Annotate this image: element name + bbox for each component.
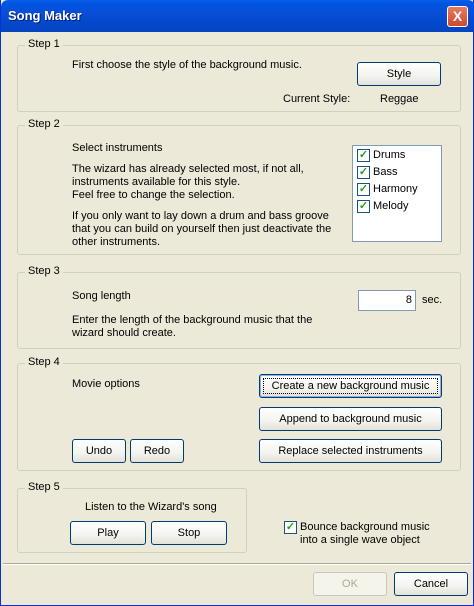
step3-group xyxy=(17,265,461,349)
drums-checkbox[interactable]: ✓ xyxy=(358,149,369,161)
current-style-label: Current Style: xyxy=(283,93,351,105)
step2-text-line: that you can build on yourself then just deactivate the xyxy=(72,223,332,235)
step2-text-line: other instruments. xyxy=(72,236,161,248)
movie-options-title: Movie options xyxy=(72,378,140,390)
harmony-label: Harmony xyxy=(373,183,418,195)
title-bar xyxy=(1,0,474,32)
step2-text-line: Feel free to change the selection. xyxy=(72,189,235,201)
instrument-item-bass[interactable] xyxy=(357,165,439,181)
bounce-option[interactable] xyxy=(284,521,464,551)
step2-legend: Step 2 xyxy=(25,118,63,130)
instrument-item-drums[interactable] xyxy=(357,148,439,164)
play-button[interactable]: Play xyxy=(70,521,146,545)
append-background-music-button[interactable]: Append to background music xyxy=(259,407,442,431)
select-instruments-title: Select instruments xyxy=(72,142,163,154)
melody-checkbox[interactable]: ✓ xyxy=(358,200,369,212)
drums-label: Drums xyxy=(373,149,406,161)
replace-instruments-button[interactable]: Replace selected instruments xyxy=(259,439,442,463)
undo-button[interactable]: Undo xyxy=(72,439,126,463)
step2-text-line: The wizard has already selected most, if not all, xyxy=(72,163,304,175)
create-background-music-button[interactable]: Create a new background music xyxy=(259,374,442,398)
footer-separator xyxy=(3,563,471,565)
step1-legend: Step 1 xyxy=(25,38,63,50)
step2-text-line: If you only want to lay down a drum and bass groove xyxy=(72,210,329,222)
bounce-label-line1: Bounce background music xyxy=(300,521,430,533)
window-title: Song Maker xyxy=(8,8,82,23)
listen-title: Listen to the Wizard's song xyxy=(85,501,217,513)
style-button[interactable]: Style xyxy=(357,62,441,86)
redo-button[interactable]: Redo xyxy=(130,439,184,463)
step4-legend: Step 4 xyxy=(25,356,63,368)
step3-legend: Step 3 xyxy=(25,265,63,277)
step5-legend: Step 5 xyxy=(25,481,63,493)
bass-checkbox[interactable]: ✓ xyxy=(358,166,369,178)
step1-instruction: First choose the style of the background music. xyxy=(72,59,302,71)
instrument-item-harmony[interactable] xyxy=(357,182,439,198)
step3-desc-line: Enter the length of the background music that the xyxy=(72,314,313,326)
bounce-label-line2: into a single wave object xyxy=(300,534,420,546)
song-length-title: Song length xyxy=(72,290,131,302)
bounce-checkbox[interactable]: ✓ xyxy=(285,521,296,533)
step3-desc-line: wizard should create. xyxy=(72,327,176,339)
melody-label: Melody xyxy=(373,200,409,212)
seconds-unit: sec. xyxy=(422,294,443,306)
current-style-value: Reggae xyxy=(380,93,419,105)
step2-group xyxy=(17,118,461,255)
step1-group xyxy=(17,38,461,112)
step5-group xyxy=(17,481,247,553)
bass-label: Bass xyxy=(373,166,398,178)
close-icon[interactable]: X xyxy=(447,6,468,27)
cancel-button[interactable]: Cancel xyxy=(394,572,468,596)
step4-group xyxy=(17,356,461,471)
step2-text-line: instruments available for this style. xyxy=(72,176,241,188)
stop-button[interactable]: Stop xyxy=(151,521,227,545)
ok-button[interactable]: OK xyxy=(313,572,387,596)
song-length-input[interactable]: 8 xyxy=(358,290,416,311)
instrument-item-melody[interactable] xyxy=(357,199,439,215)
harmony-checkbox[interactable]: ✓ xyxy=(358,183,369,195)
instrument-list[interactable] xyxy=(352,145,442,242)
